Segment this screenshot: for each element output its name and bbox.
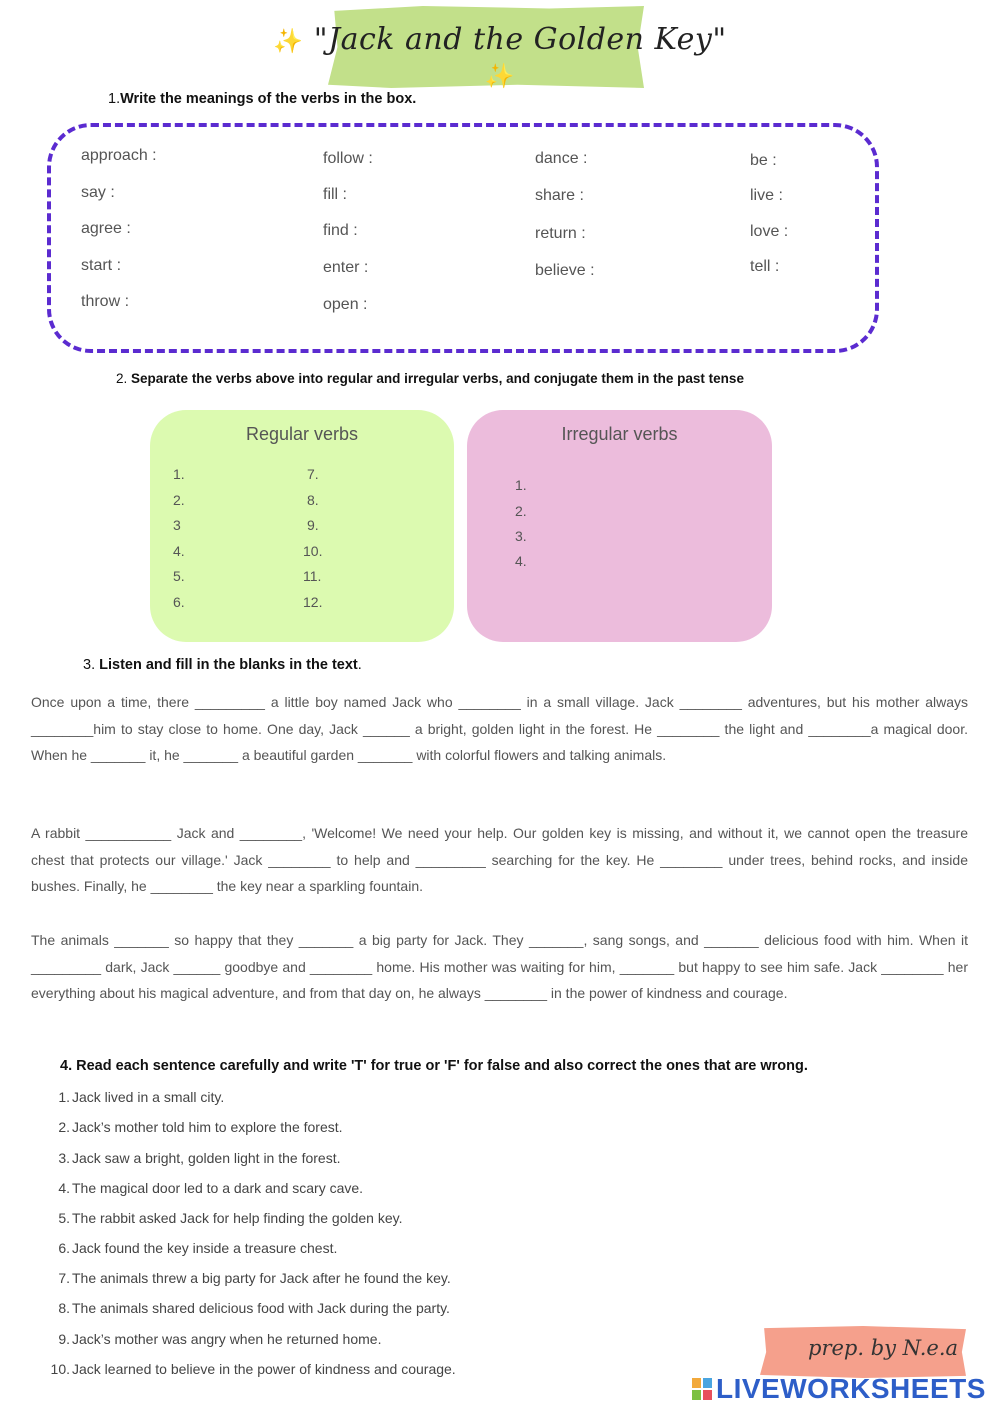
tf-number: 6.: [58, 1240, 70, 1256]
tf-number: 8.: [58, 1300, 70, 1316]
tf-item-7[interactable]: [50, 1270, 451, 1286]
tf-number: 1.: [58, 1089, 70, 1105]
verb-share[interactable]: share :: [535, 187, 584, 204]
tf-item-4[interactable]: [50, 1180, 363, 1196]
regular-slot-7[interactable]: 7.: [307, 466, 319, 482]
tf-sentence: The animals shared delicious food with Jack during the party.: [72, 1300, 450, 1316]
verb-open[interactable]: open :: [323, 296, 368, 313]
tf-item-2[interactable]: [50, 1119, 343, 1135]
tf-number: 5.: [58, 1210, 70, 1226]
verb-tell[interactable]: tell :: [750, 258, 780, 275]
regular-slot-3[interactable]: 3: [173, 517, 181, 533]
irregular-slot-2[interactable]: 2.: [515, 503, 527, 519]
tf-sentence: Jack lived in a small city.: [72, 1089, 225, 1105]
verb-approach[interactable]: approach :: [81, 147, 157, 164]
tf-item-8[interactable]: [50, 1300, 450, 1316]
q3-text: Listen and fill in the blanks in the text: [99, 657, 358, 673]
verb-enter[interactable]: enter :: [323, 259, 369, 276]
sparkle-icon-left: ✨: [273, 27, 304, 55]
q4-heading: 4. Read each sentence carefully and write 'T' for true or 'F' for false and also correct the ones that are wrong.: [60, 1058, 808, 1074]
tf-item-6[interactable]: [50, 1240, 337, 1256]
tf-sentence: Jack learned to believe in the power of kindness and courage.: [72, 1361, 456, 1377]
verb-fill[interactable]: fill :: [323, 186, 347, 203]
verb-return[interactable]: return :: [535, 225, 586, 242]
q1-text: Write the meanings of the verbs in the box.: [120, 91, 417, 107]
verb-be[interactable]: be :: [750, 152, 777, 169]
verb-find[interactable]: find :: [323, 222, 358, 239]
verb-believe[interactable]: believe :: [535, 262, 595, 279]
verb-dance[interactable]: dance :: [535, 150, 588, 167]
irregular-verbs-box: [467, 410, 772, 642]
q3-heading: 3. Listen and fill in the blanks in the text.: [83, 657, 362, 673]
tf-item-5[interactable]: [50, 1210, 403, 1226]
prep-credit: prep. by N.e.a: [808, 1336, 959, 1360]
irregular-slot-3[interactable]: 3.: [515, 528, 527, 544]
tf-sentence: Jack saw a bright, golden light in the forest.: [72, 1150, 341, 1166]
regular-slot-9[interactable]: 9.: [307, 517, 319, 533]
regular-slot-2[interactable]: 2.: [173, 492, 185, 508]
verb-agree[interactable]: agree :: [81, 220, 131, 237]
tf-item-3[interactable]: [50, 1150, 340, 1166]
regular-slot-12[interactable]: 12.: [303, 594, 323, 610]
verb-live[interactable]: live :: [750, 187, 783, 204]
regular-slot-5[interactable]: 5.: [173, 568, 185, 584]
verb-say[interactable]: say :: [81, 184, 115, 201]
tf-item-9[interactable]: [50, 1331, 381, 1347]
q2-text: Separate the verbs above into regular and irregular verbs, and conjugate them in the past tense: [131, 371, 744, 386]
tf-number: 3.: [58, 1150, 70, 1166]
q2-heading: [116, 371, 744, 386]
sparkle-icon-right: ✨: [484, 62, 516, 90]
regular-slot-8[interactable]: 8.: [307, 492, 319, 508]
tf-sentence: The magical door led to a dark and scary cave.: [72, 1180, 364, 1196]
story-paragraph-3[interactable]: The animals _______ so happy that they _______ a big party for Jack. They _______, sang songs, and _______ delicious food with him. When it _________ dark, Jack ______ goodbye and ________ home. His mother was waiting for him, _______ but happy to see him safe. Jack ________ her everything about his magical adventure, and from that day on, he always ________ in the power of kindness and courage.: [31, 932, 968, 1001]
regular-slot-4[interactable]: 4.: [173, 543, 185, 559]
irregular-verbs-title: Irregular verbs: [561, 424, 678, 444]
verb-throw[interactable]: throw :: [81, 293, 130, 310]
tf-number: 10.: [50, 1361, 70, 1377]
q4-text: Read each sentence carefully and write 'T' for true or 'F' for false and also correct the ones that are wrong.: [76, 1058, 808, 1074]
tf-number: 2.: [58, 1119, 70, 1135]
q2-number: 2.: [116, 371, 128, 386]
story-paragraph-2[interactable]: A rabbit ___________ Jack and ________, 'Welcome! We need your help. Our golden key is missing, and without it, we cannot open the treasure chest that protects our village.' Jack ________ to help and _________ searching for the key. He ________ under trees, behind rocks, and inside bushes. Finally, he ________ the key near a sparkling fountain.: [31, 825, 968, 894]
title-text: "Jack and the Golden Key": [313, 22, 727, 57]
tf-sentence: Jack found the key inside a treasure chest.: [72, 1240, 338, 1256]
liveworksheets-logo-icon: [692, 1378, 712, 1400]
q4-number: 4: [60, 1058, 69, 1074]
regular-verbs-box: [150, 410, 454, 642]
tf-sentence: The animals threw a big party for Jack after he found the key.: [72, 1270, 451, 1286]
regular-verbs-title: Regular verbs: [245, 424, 359, 444]
tf-number: 7.: [58, 1270, 70, 1286]
tf-number: 9.: [58, 1331, 70, 1347]
worksheet-title: [270, 22, 730, 92]
story-paragraph-1[interactable]: Once upon a time, there _________ a little boy named Jack who ________ in a small village. Jack ________ adventures, but his mother always ________him to stay close to home. One day, Jack ______ a bright, golden light in the forest. He ________ the light and ________a magical door. When he _______ it, he _______ a beautiful garden _______ with colorful flowers and talking animals.: [31, 694, 968, 763]
q1-number: 1.: [108, 91, 121, 107]
tf-sentence: Jack’s mother told him to explore the forest.: [72, 1119, 343, 1135]
verb-love[interactable]: love :: [750, 223, 789, 240]
tf-sentence: Jack’s mother was angry when he returned home.: [72, 1331, 382, 1347]
verb-start[interactable]: start :: [81, 257, 122, 274]
tf-sentence: The rabbit asked Jack for help finding the golden key.: [72, 1210, 403, 1226]
liveworksheets-brand[interactable]: LIVEWORKSHEETS: [716, 1373, 986, 1404]
irregular-slot-1[interactable]: 1.: [515, 477, 527, 493]
verb-follow[interactable]: follow :: [323, 150, 373, 167]
regular-slot-11[interactable]: 11.: [303, 568, 322, 584]
tf-number: 4.: [58, 1180, 70, 1196]
tf-item-10[interactable]: [50, 1361, 456, 1377]
q1-heading: [108, 91, 416, 107]
q3-number: 3.: [83, 657, 96, 673]
regular-slot-1[interactable]: 1.: [173, 466, 185, 482]
irregular-slot-4[interactable]: 4.: [515, 553, 527, 569]
tf-item-1[interactable]: [50, 1089, 224, 1105]
regular-slot-6[interactable]: 6.: [173, 594, 185, 610]
regular-slot-10[interactable]: 10.: [303, 543, 323, 559]
